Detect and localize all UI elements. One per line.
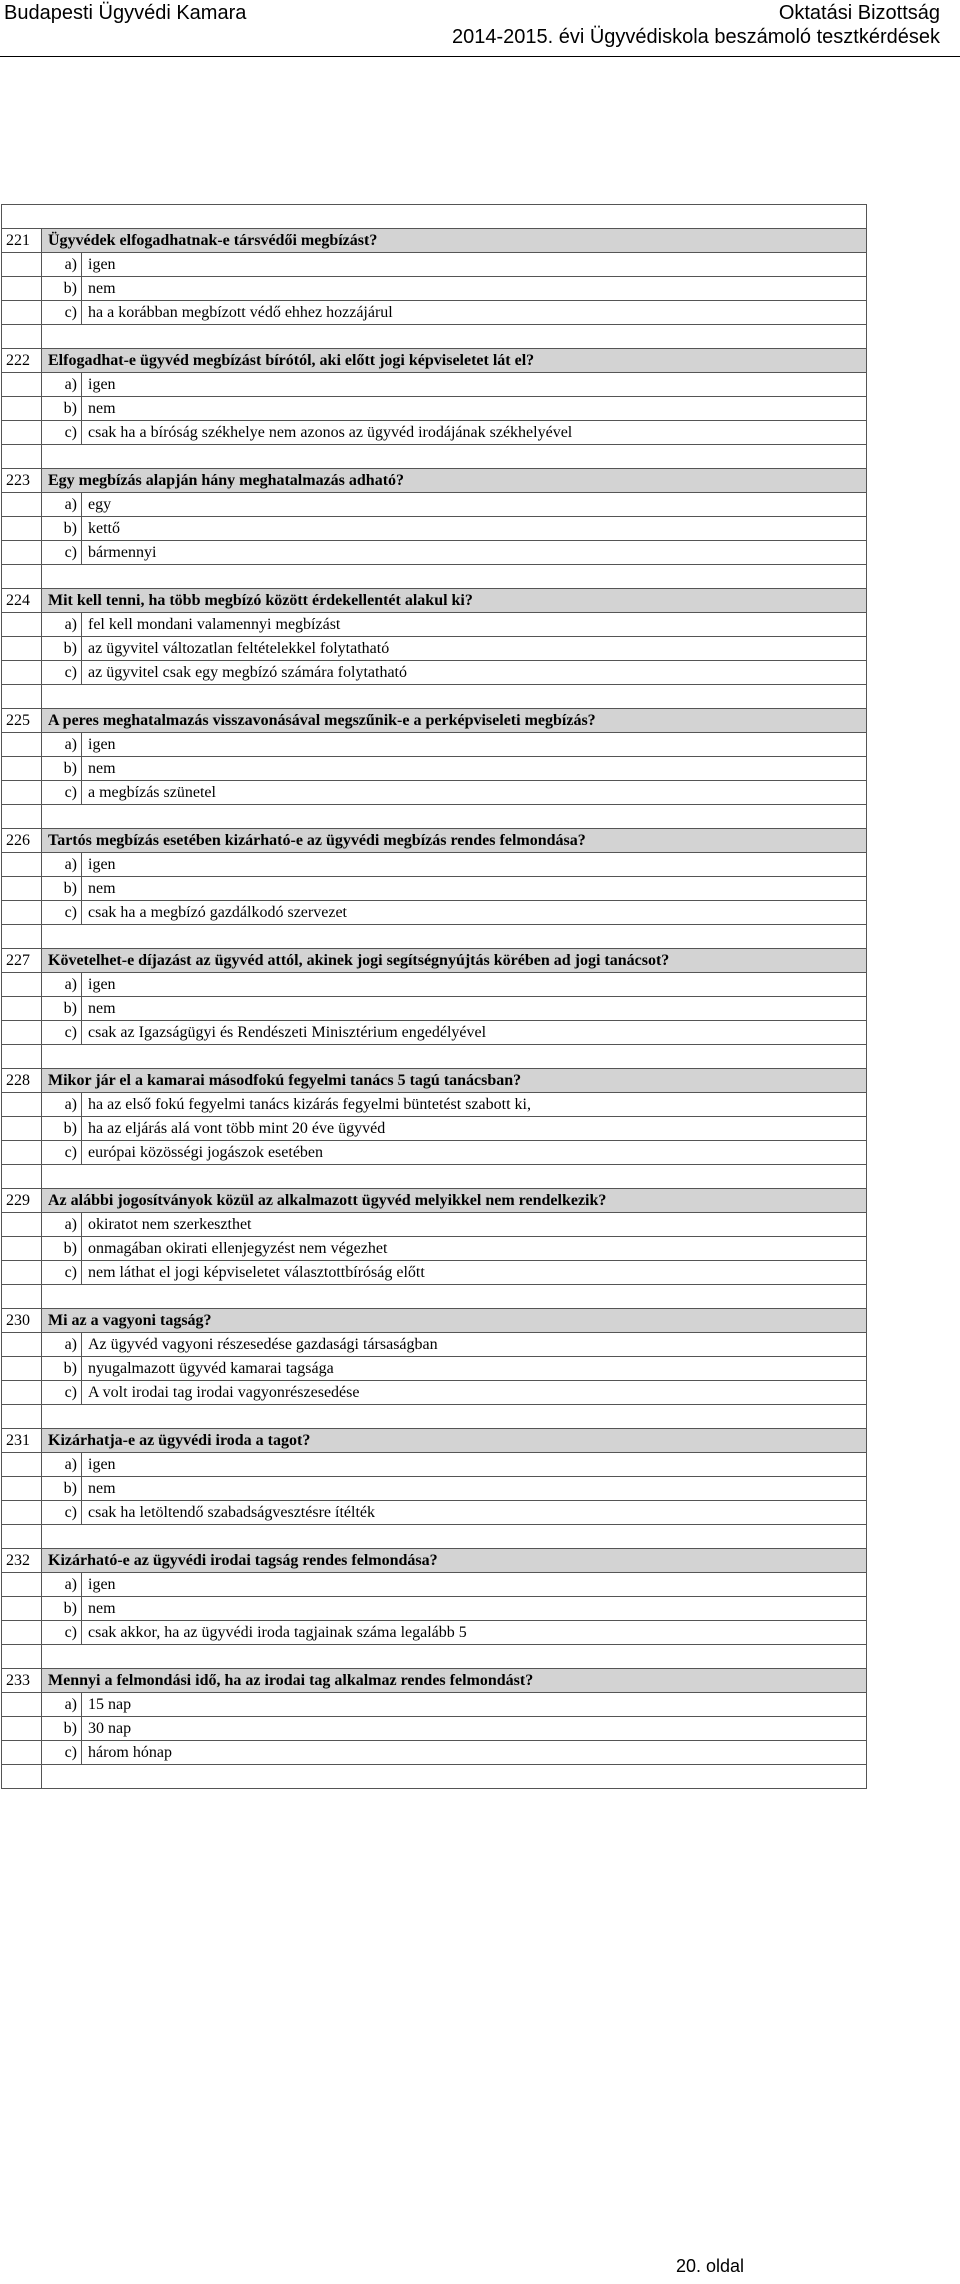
answer-letter: a) [42, 613, 82, 637]
answer-letter: a) [42, 1693, 82, 1717]
answer-indent [2, 1693, 42, 1717]
answer-letter: b) [42, 517, 82, 541]
answer-text: A volt irodai tag irodai vagyonrészesedése [82, 1381, 867, 1405]
answer-text: csak ha a bíróság székhelye nem azonos az ügyvéd irodájának székhelyével [82, 421, 867, 445]
question-number: 231 [2, 1429, 42, 1453]
question-row [2, 349, 867, 373]
spacer-row [2, 445, 867, 469]
answer-letter: b) [42, 1597, 82, 1621]
answer-letter: b) [42, 277, 82, 301]
answer-text: csak ha letöltendő szabadságvesztésre ítélték [82, 1501, 867, 1525]
spacer-cell [2, 565, 42, 589]
spacer-cell [42, 1285, 867, 1309]
answer-row [2, 901, 867, 925]
answer-letter: a) [42, 1453, 82, 1477]
answer-letter: b) [42, 1717, 82, 1741]
answer-text: igen [82, 733, 867, 757]
answer-row [2, 1237, 867, 1261]
answer-indent [2, 637, 42, 661]
answer-indent [2, 541, 42, 565]
answer-row [2, 1141, 867, 1165]
answer-indent [2, 1093, 42, 1117]
answer-row [2, 1093, 867, 1117]
answer-letter: b) [42, 1117, 82, 1141]
answer-indent [2, 661, 42, 685]
questions-table [1, 204, 867, 1789]
answer-text: nem [82, 877, 867, 901]
answer-text: csak ha a megbízó gazdálkodó szervezet [82, 901, 867, 925]
answer-indent [2, 733, 42, 757]
answer-text: csak az Igazságügyi és Rendészeti Minisztérium engedélyével [82, 1021, 867, 1045]
spacer-row [2, 805, 867, 829]
spacer-row [2, 325, 867, 349]
answer-indent [2, 517, 42, 541]
answer-row [2, 997, 867, 1021]
answer-text: a megbízás szünetel [82, 781, 867, 805]
answer-text: az ügyvitel változatlan feltételekkel folytatható [82, 637, 867, 661]
answer-text: nem [82, 1597, 867, 1621]
answer-letter: b) [42, 877, 82, 901]
answer-indent [2, 1501, 42, 1525]
answer-text: igen [82, 973, 867, 997]
question-number: 228 [2, 1069, 42, 1093]
spacer-cell [42, 1645, 867, 1669]
answer-row [2, 1381, 867, 1405]
spacer-row [2, 1525, 867, 1549]
answer-letter: a) [42, 1573, 82, 1597]
spacer-row [2, 565, 867, 589]
answer-text: bármennyi [82, 541, 867, 565]
spacer-row [2, 1285, 867, 1309]
answer-letter: c) [42, 1021, 82, 1045]
answer-row [2, 613, 867, 637]
answer-indent [2, 1141, 42, 1165]
answer-row [2, 1357, 867, 1381]
answer-indent [2, 901, 42, 925]
answer-indent [2, 1597, 42, 1621]
answer-indent [2, 301, 42, 325]
answer-indent [2, 1021, 42, 1045]
answer-row [2, 1117, 867, 1141]
spacer-cell [2, 805, 42, 829]
answer-indent [2, 397, 42, 421]
spacer-cell [2, 1045, 42, 1069]
answer-row [2, 1477, 867, 1501]
answer-row [2, 1333, 867, 1357]
answer-letter: a) [42, 253, 82, 277]
answer-letter: a) [42, 973, 82, 997]
question-text: Mennyi a felmondási idő, ha az irodai tag alkalmaz rendes felmondást? [42, 1669, 867, 1693]
spacer-cell [2, 445, 42, 469]
question-text: A peres meghatalmazás visszavonásával megszűnik-e a perképviseleti megbízás? [42, 709, 867, 733]
question-text: Mikor jár el a kamarai másodfokú fegyelmi tanács 5 tagú tanácsban? [42, 1069, 867, 1093]
answer-text: igen [82, 1573, 867, 1597]
answer-text: igen [82, 253, 867, 277]
answer-text: európai közösségi jogászok esetében [82, 1141, 867, 1165]
answer-indent [2, 781, 42, 805]
question-number: 222 [2, 349, 42, 373]
answer-text: 30 nap [82, 1717, 867, 1741]
answer-text: fel kell mondani valamennyi megbízást [82, 613, 867, 637]
answer-row [2, 1741, 867, 1765]
question-row [2, 229, 867, 253]
answer-indent [2, 757, 42, 781]
answer-letter: c) [42, 1741, 82, 1765]
question-text: Ügyvédek elfogadhatnak-e társvédői megbízást? [42, 229, 867, 253]
answer-row [2, 733, 867, 757]
answer-indent [2, 1381, 42, 1405]
spacer-cell [2, 925, 42, 949]
answer-text: ha az eljárás alá vont több mint 20 éve ügyvéd [82, 1117, 867, 1141]
spacer-row [2, 925, 867, 949]
answer-row [2, 517, 867, 541]
question-text: Az alábbi jogosítványok közül az alkalmazott ügyvéd melyikkel nem rendelkezik? [42, 1189, 867, 1213]
spacer-cell [2, 1525, 42, 1549]
answer-letter: c) [42, 781, 82, 805]
spacer-row [2, 685, 867, 709]
answer-letter: c) [42, 1621, 82, 1645]
spacer-cell [2, 1645, 42, 1669]
answer-text: nem láthat el jogi képviseletet választottbíróság előtt [82, 1261, 867, 1285]
spacer-row [2, 1765, 867, 1789]
spacer-cell [2, 1165, 42, 1189]
answer-text: nem [82, 757, 867, 781]
spacer-cell [2, 205, 867, 229]
answer-row [2, 1621, 867, 1645]
question-text: Egy megbízás alapján hány meghatalmazás adható? [42, 469, 867, 493]
answer-letter: b) [42, 757, 82, 781]
answer-row [2, 1573, 867, 1597]
answer-row [2, 253, 867, 277]
answer-text: kettő [82, 517, 867, 541]
answer-letter: c) [42, 541, 82, 565]
answer-letter: c) [42, 421, 82, 445]
spacer-row [2, 1645, 867, 1669]
answer-indent [2, 1213, 42, 1237]
question-number: 232 [2, 1549, 42, 1573]
spacer-row [2, 1405, 867, 1429]
question-number: 223 [2, 469, 42, 493]
question-row [2, 709, 867, 733]
answer-text: igen [82, 373, 867, 397]
question-text: Kizárható-e az ügyvédi irodai tagság rendes felmondása? [42, 1549, 867, 1573]
answer-text: okiratot nem szerkeszthet [82, 1213, 867, 1237]
question-row [2, 589, 867, 613]
answer-text: nem [82, 1477, 867, 1501]
spacer-row [2, 205, 867, 229]
answer-indent [2, 973, 42, 997]
answer-letter: c) [42, 301, 82, 325]
answer-letter: c) [42, 1381, 82, 1405]
spacer-cell [42, 445, 867, 469]
header-organization: Budapesti Ügyvédi Kamara [4, 2, 247, 24]
question-row [2, 1309, 867, 1333]
answer-indent [2, 1453, 42, 1477]
answer-row [2, 277, 867, 301]
answer-text: ha a korábban megbízott védő ehhez hozzájárul [82, 301, 867, 325]
spacer-cell [42, 565, 867, 589]
question-text: Tartós megbízás esetében kizárható-e az ügyvédi megbízás rendes felmondása? [42, 829, 867, 853]
answer-letter: b) [42, 1237, 82, 1261]
answer-row [2, 877, 867, 901]
answer-letter: c) [42, 1141, 82, 1165]
answer-row [2, 373, 867, 397]
answer-row [2, 973, 867, 997]
answer-letter: c) [42, 901, 82, 925]
answer-indent [2, 853, 42, 877]
answer-letter: a) [42, 1093, 82, 1117]
answer-text: nem [82, 397, 867, 421]
header-committee: Oktatási Bizottság [778, 2, 940, 24]
answer-indent [2, 1717, 42, 1741]
spacer-cell [42, 1765, 867, 1789]
spacer-cell [2, 1765, 42, 1789]
spacer-row [2, 1045, 867, 1069]
answer-text: nem [82, 277, 867, 301]
question-row [2, 1069, 867, 1093]
answer-indent [2, 1333, 42, 1357]
spacer-cell [2, 1405, 42, 1429]
answer-text: csak akkor, ha az ügyvédi iroda tagjainak száma legalább 5 [82, 1621, 867, 1645]
question-text: Követelhet-e díjazást az ügyvéd attól, akinek jogi segítségnyújtás körében ad jogi tanácsot? [42, 949, 867, 973]
spacer-cell [2, 1285, 42, 1309]
question-number: 225 [2, 709, 42, 733]
answer-indent [2, 1741, 42, 1765]
answer-text: nem [82, 997, 867, 1021]
answer-row [2, 541, 867, 565]
answer-letter: a) [42, 493, 82, 517]
answer-indent [2, 373, 42, 397]
page-number: 20. oldal [676, 2256, 745, 2276]
answer-letter: c) [42, 661, 82, 685]
answer-text: igen [82, 1453, 867, 1477]
answer-text: onmagában okirati ellenjegyzést nem végezhet [82, 1237, 867, 1261]
answer-indent [2, 277, 42, 301]
answer-indent [2, 1117, 42, 1141]
question-text: Mit kell tenni, ha több megbízó között érdekellentét alakul ki? [42, 589, 867, 613]
header-subtitle: 2014-2015. évi Ügyvédiskola beszámoló tesztkérdések [451, 26, 940, 48]
answer-row [2, 1453, 867, 1477]
answer-indent [2, 1477, 42, 1501]
question-row [2, 1549, 867, 1573]
question-text: Elfogadhat-e ügyvéd megbízást bírótól, aki előtt jogi képviseletet lát el? [42, 349, 867, 373]
answer-indent [2, 613, 42, 637]
answer-row [2, 781, 867, 805]
answer-letter: c) [42, 1501, 82, 1525]
spacer-row [2, 1165, 867, 1189]
spacer-cell [42, 925, 867, 949]
answer-row [2, 1021, 867, 1045]
question-number: 230 [2, 1309, 42, 1333]
answer-row [2, 301, 867, 325]
answer-indent [2, 997, 42, 1021]
spacer-cell [42, 685, 867, 709]
answer-letter: b) [42, 1357, 82, 1381]
answer-indent [2, 877, 42, 901]
spacer-cell [2, 685, 42, 709]
answer-text: igen [82, 853, 867, 877]
answer-row [2, 1597, 867, 1621]
answer-indent [2, 1621, 42, 1645]
question-row [2, 1429, 867, 1453]
header-divider [0, 56, 960, 57]
question-number: 233 [2, 1669, 42, 1693]
answer-text: nyugalmazott ügyvéd kamarai tagsága [82, 1357, 867, 1381]
question-row [2, 949, 867, 973]
answer-text: három hónap [82, 1741, 867, 1765]
question-row [2, 1669, 867, 1693]
answer-row [2, 853, 867, 877]
spacer-cell [42, 1045, 867, 1069]
answer-letter: a) [42, 853, 82, 877]
answer-indent [2, 493, 42, 517]
answer-row [2, 1717, 867, 1741]
question-row [2, 469, 867, 493]
answer-row [2, 493, 867, 517]
answer-letter: a) [42, 373, 82, 397]
question-number: 227 [2, 949, 42, 973]
question-row [2, 1189, 867, 1213]
spacer-cell [42, 1405, 867, 1429]
spacer-cell [42, 1525, 867, 1549]
answer-text: Az ügyvéd vagyoni részesedése gazdasági társaságban [82, 1333, 867, 1357]
answer-text: 15 nap [82, 1693, 867, 1717]
answer-indent [2, 1357, 42, 1381]
question-number: 229 [2, 1189, 42, 1213]
answer-indent [2, 1261, 42, 1285]
answer-indent [2, 253, 42, 277]
answer-row [2, 397, 867, 421]
answer-indent [2, 1573, 42, 1597]
question-text: Mi az a vagyoni tagság? [42, 1309, 867, 1333]
page-header [0, 0, 960, 60]
answer-text: egy [82, 493, 867, 517]
answer-letter: a) [42, 1213, 82, 1237]
answer-row [2, 757, 867, 781]
spacer-cell [2, 325, 42, 349]
answer-row [2, 661, 867, 685]
question-number: 224 [2, 589, 42, 613]
answer-indent [2, 1237, 42, 1261]
question-row [2, 829, 867, 853]
answer-letter: b) [42, 997, 82, 1021]
answer-row [2, 1261, 867, 1285]
question-text: Kizárhatja-e az ügyvédi iroda a tagot? [42, 1429, 867, 1453]
answer-row [2, 1213, 867, 1237]
answer-text: ha az első fokú fegyelmi tanács kizárás fegyelmi büntetést szabott ki, [82, 1093, 867, 1117]
question-number: 226 [2, 829, 42, 853]
spacer-cell [42, 325, 867, 349]
question-number: 221 [2, 229, 42, 253]
answer-letter: b) [42, 1477, 82, 1501]
answer-row [2, 421, 867, 445]
answer-row [2, 1693, 867, 1717]
answer-row [2, 637, 867, 661]
answer-letter: b) [42, 397, 82, 421]
answer-letter: a) [42, 733, 82, 757]
answer-text: az ügyvitel csak egy megbízó számára folytatható [82, 661, 867, 685]
answer-letter: a) [42, 1333, 82, 1357]
spacer-cell [42, 1165, 867, 1189]
answer-row [2, 1501, 867, 1525]
answer-indent [2, 421, 42, 445]
answer-letter: b) [42, 637, 82, 661]
answer-letter: c) [42, 1261, 82, 1285]
spacer-cell [42, 805, 867, 829]
